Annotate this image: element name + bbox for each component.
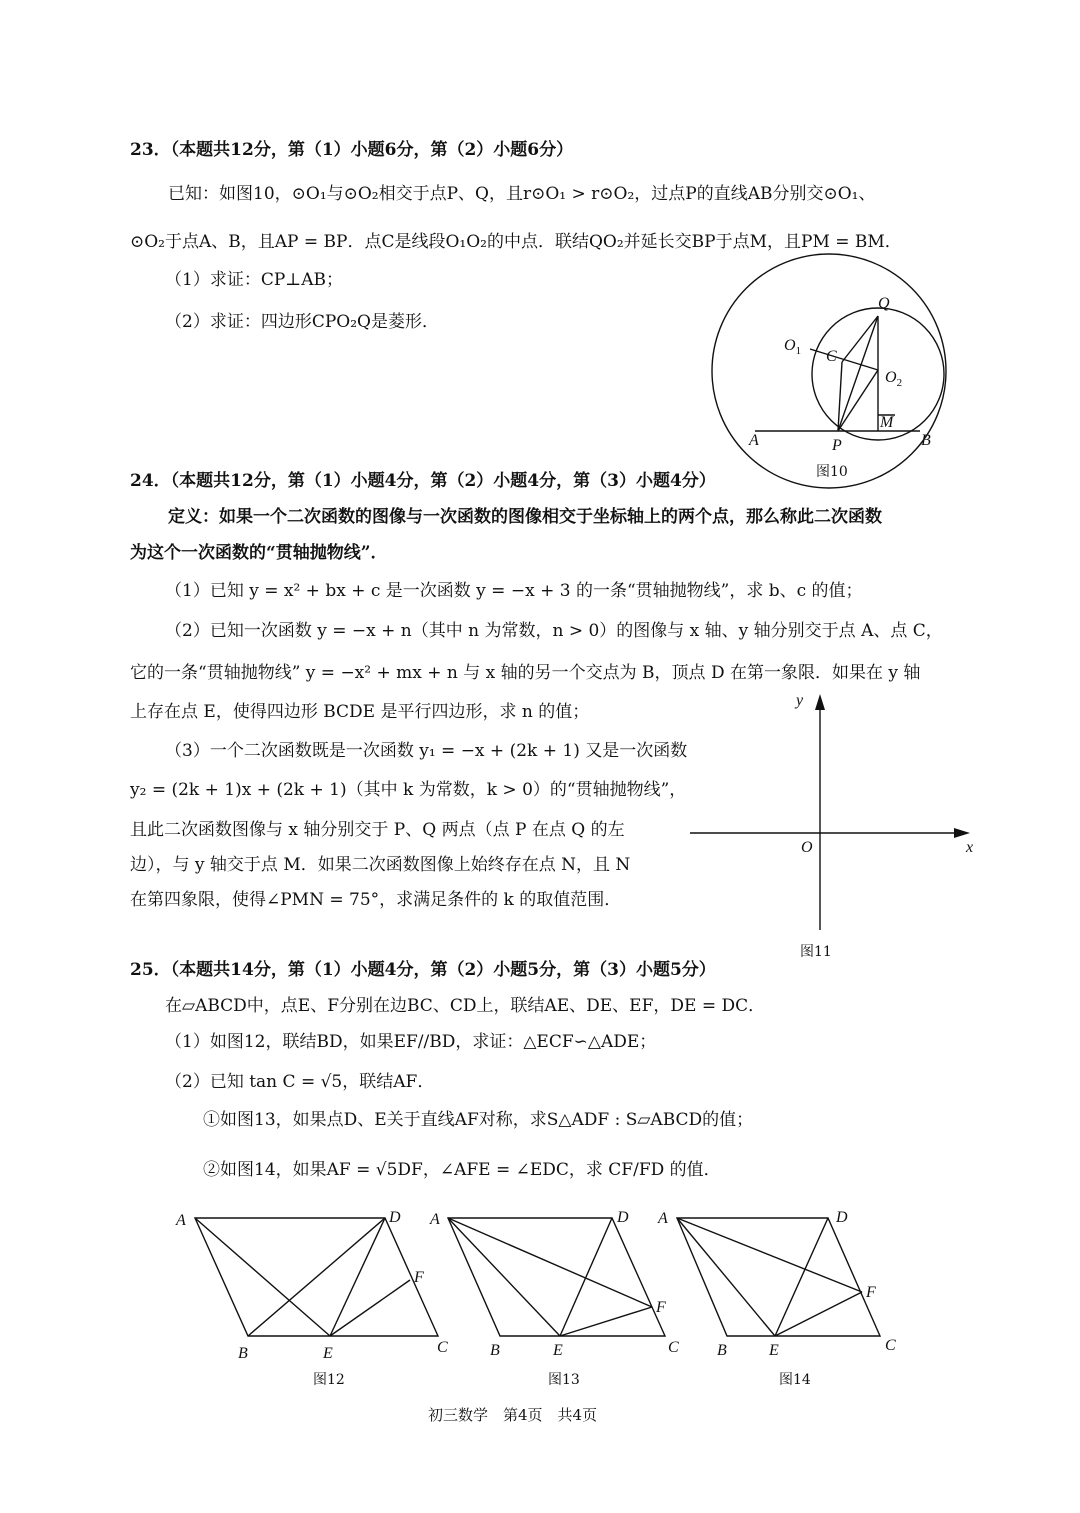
q24-definition-line2: 为这个一次函数的“贯轴抛物线”． <box>130 543 388 563</box>
fig12-label-b: B <box>238 1345 248 1362</box>
origin-label: O <box>801 839 813 856</box>
fig13-label-e: E <box>553 1342 563 1359</box>
fig14-label-f: F <box>866 1284 876 1301</box>
q24-part3-line3: 且此二次函数图像与 x 轴分别交于 P、Q 两点（点 P 在点 Q 的左 <box>130 820 625 840</box>
fig12-label-e: E <box>323 1345 333 1362</box>
q24-part2-line1: （2）已知一次函数 y = −x + n（其中 n 为常数，n > 0）的图像与 x 轴、y 轴分别交于点 A、点 C， <box>165 621 943 641</box>
page-footer: 初三数学 第4页 共4页 <box>428 1406 598 1424</box>
fig13-label-d: D <box>617 1209 629 1226</box>
fig10-caption: 图10 <box>816 464 848 480</box>
fig12-label-a: A <box>176 1212 186 1229</box>
fig12-label-c: C <box>437 1339 448 1356</box>
q23-header: 23．（本题共12分，第（1）小题6分，第（2）小题6分） <box>130 140 574 160</box>
q24-part2-line3: 上存在点 E，使得四边形 BCDE 是平行四边形，求 n 的值； <box>130 702 590 722</box>
q23-part2: （2）求证：四边形CPO₂Q是菱形． <box>165 312 439 332</box>
label-p: P <box>832 437 842 454</box>
fig14-label-c: C <box>885 1337 896 1354</box>
fig14-label-e: E <box>769 1342 779 1359</box>
q24-part3-line5: 在第四象限，使得∠PMN = 75°，求满足条件的 k 的取值范围． <box>130 890 622 910</box>
label-m: M <box>880 414 894 431</box>
q25-part1: （1）如图12，联结BD，如果EF//BD，求证：△ECF∽△ADE； <box>165 1032 657 1052</box>
fig14-label-a: A <box>658 1210 668 1227</box>
label-a: A <box>749 432 759 449</box>
fig13-label-c: C <box>668 1339 679 1356</box>
q25-part2: （2）已知 tan C = √5，联结AF． <box>165 1072 435 1092</box>
fig12-label-f: F <box>414 1269 424 1286</box>
x-axis-label: x <box>966 839 974 856</box>
fig14-label-b: B <box>717 1342 727 1359</box>
label-b: B <box>921 432 931 449</box>
q24-part3-line2: y₂ = (2k + 1)x + (2k + 1)（其中 k 为常数，k > 0）的“贯轴抛物线”， <box>130 780 687 800</box>
label-c: C <box>826 348 837 365</box>
figure-14 <box>677 1218 880 1336</box>
q24-header: 24．（本题共12分，第（1）小题4分，第（2）小题4分，第（3）小题4分） <box>130 471 716 491</box>
q23-part1: （1）求证：CP⊥AB； <box>165 270 344 290</box>
q24-part2-line2: 它的一条“贯轴抛物线” y = −x² + mx + n 与 x 轴的另一个交点为 B，顶点 D 在第一象限．如果在 y 轴 <box>130 663 921 683</box>
figure-12 <box>195 1218 438 1336</box>
fig14-label-d: D <box>836 1209 848 1226</box>
fig14-caption: 图14 <box>779 1372 811 1388</box>
q24-part3-line4: 边），与 y 轴交于点 M．如果二次函数图像上始终存在点 N，且 N <box>130 855 631 875</box>
q25-part2-sub1: ①如图13，如果点D、E关于直线AF对称，求S△ADF : S▱ABCD的值； <box>203 1110 754 1130</box>
fig13-label-f: F <box>656 1299 666 1316</box>
fig12-label-d: D <box>389 1209 401 1226</box>
q25-header: 25．（本题共14分，第（1）小题4分，第（2）小题5分，第（3）小题5分） <box>130 960 716 980</box>
figure-13 <box>448 1218 665 1336</box>
label-q: Q <box>878 295 890 312</box>
q25-part2-sub2: ②如图14，如果AF = √5DF，∠AFE = ∠EDC，求 CF/FD 的值． <box>203 1160 721 1180</box>
fig13-caption: 图13 <box>548 1372 580 1388</box>
q24-part3-line1: （3）一个二次函数既是一次函数 y₁ = −x + (2k + 1) 又是一次函数 <box>165 741 688 761</box>
q24-definition-line1: 定义：如果一个二次函数的图像与一次函数的图像相交于坐标轴上的两个点，那么称此二次函数 <box>168 507 882 527</box>
q23-line2: ⊙O₂于点A、B，且AP = BP．点C是线段O₁O₂的中点．联结QO₂并延长交BP于点M，且PM = BM． <box>130 232 902 252</box>
label-o2: $O_2$ <box>885 369 903 389</box>
label-o1: $O_1$ <box>784 337 802 357</box>
fig11-caption: 图11 <box>800 944 832 960</box>
fig12-caption: 图12 <box>313 1372 345 1388</box>
q23-line1: 已知：如图10，⊙O₁与⊙O₂相交于点P、Q，且r⊙O₁ > r⊙O₂，过点P的直线AB分别交⊙O₁、 <box>168 184 876 204</box>
fig13-label-b: B <box>490 1342 500 1359</box>
fig13-label-a: A <box>430 1211 440 1228</box>
y-axis-label: y <box>796 692 804 709</box>
q25-intro: 在▱ABCD中，点E、F分别在边BC、CD上，联结AE、DE、EF，DE = DC． <box>165 996 766 1016</box>
q24-part1: （1）已知 y = x² + bx + c 是一次函数 y = −x + 3 的一条“贯轴抛物线”，求 b、c 的值； <box>165 581 863 601</box>
